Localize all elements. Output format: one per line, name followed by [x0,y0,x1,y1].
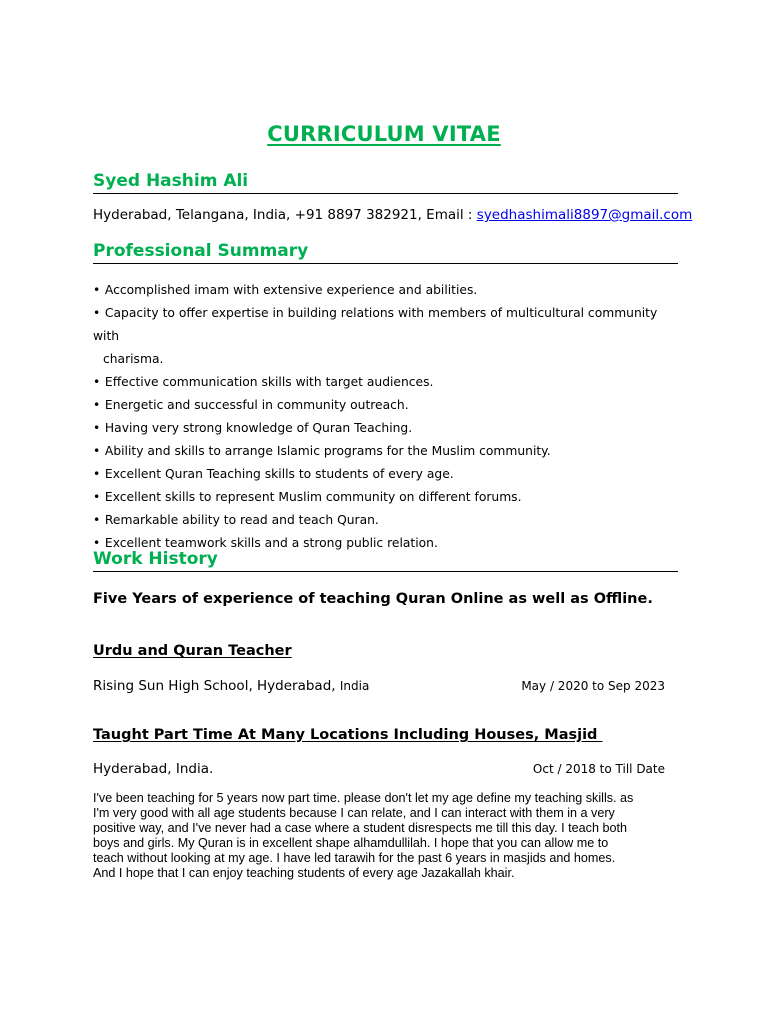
contact-text: Hyderabad, Telangana, India, +91 8897 382921, Email : [93,207,477,223]
bullet-icon: • [93,467,101,481]
paragraph-line: And I hope that I can enjoy teaching students of every age Jazakallah khair. [93,866,515,881]
experience-summary: Five Years of experience of teaching Quran Online as well as Offline. [93,591,653,607]
summary-item-text: Remarkable ability to read and teach Quran. [104,513,379,527]
summary-item-text: Capacity to offer expertise in building relations with members of multicultural community with [93,306,658,343]
job-country: India [339,679,370,693]
summary-item [93,302,678,371]
contact-line [93,207,692,223]
bullet-icon: • [93,536,101,550]
summary-item-continuation: charisma. [103,352,164,366]
summary-item [93,279,678,302]
job-place-text: Rising Sun High School, Hyderabad, [93,678,340,694]
summary-item-text: Excellent Quran Teaching skills to students of every age. [104,467,454,481]
summary-item-text: Energetic and successful in community outreach. [104,398,409,412]
professional-summary-heading: Professional Summary [93,240,678,264]
candidate-name: Syed Hashim Ali [93,170,678,194]
summary-item-text: Ability and skills to arrange Islamic programs for the Muslim community. [104,444,551,458]
summary-item-text: Accomplished imam with extensive experience and abilities. [104,283,478,297]
paragraph-line: boys and girls. My Quran is in excellent shape alhamdullilah. I hope that you can allow me to [93,836,609,851]
summary-item [93,417,678,440]
bullet-icon: • [93,444,101,458]
bullet-icon: • [93,375,101,389]
job-dates: Oct / 2018 to Till Date [532,762,665,776]
bullet-icon: • [93,283,101,297]
summary-list [93,279,678,555]
summary-item [93,394,678,417]
bullet-icon: • [93,490,101,504]
job-description [93,791,683,882]
job-title: Urdu and Quran Teacher [93,643,292,659]
email-link[interactable]: syedhashimali8897@gmail.com [476,207,693,223]
bullet-icon: • [93,398,101,412]
summary-item-text: Excellent skills to represent Muslim community on different forums. [104,490,522,504]
job-place [93,678,369,694]
paragraph-line: positive way, and I've never had a case where a student disrespects me till this day. I teach both [93,821,627,836]
bullet-icon: • [93,306,101,320]
summary-item-text: Excellent teamwork skills and a strong public relation. [104,536,438,550]
paragraph-line: I've been teaching for 5 years now part time. please don't let my age define my teaching skills. as [93,791,634,805]
job-details-row [93,761,673,781]
summary-item-text: Effective communication skills with target audiences. [104,375,434,389]
summary-item [93,486,678,509]
summary-item [93,463,678,486]
job-details-row [93,678,673,698]
bullet-icon: • [93,421,101,435]
summary-item-text: Having very strong knowledge of Quran Teaching. [104,421,413,435]
job-title: Taught Part Time At Many Locations Including Houses, Masjid [93,727,603,743]
bullet-icon: • [93,513,101,527]
summary-item [93,509,678,532]
summary-item [93,440,678,463]
job-place-text: Hyderabad, India. [93,761,214,777]
document-title: CURRICULUM VITAE [267,122,501,146]
paragraph-line: teach without looking at my age. I have led tarawih for the past 6 years in masjids and homes. [93,851,616,866]
paragraph-line: I'm very good with all age students because I can relate, and I can interact with them in a very [93,806,615,821]
work-history-heading: Work History [93,548,678,572]
summary-item [93,371,678,394]
job-dates: May / 2020 to Sep 2023 [521,679,665,693]
job-place [93,761,213,777]
